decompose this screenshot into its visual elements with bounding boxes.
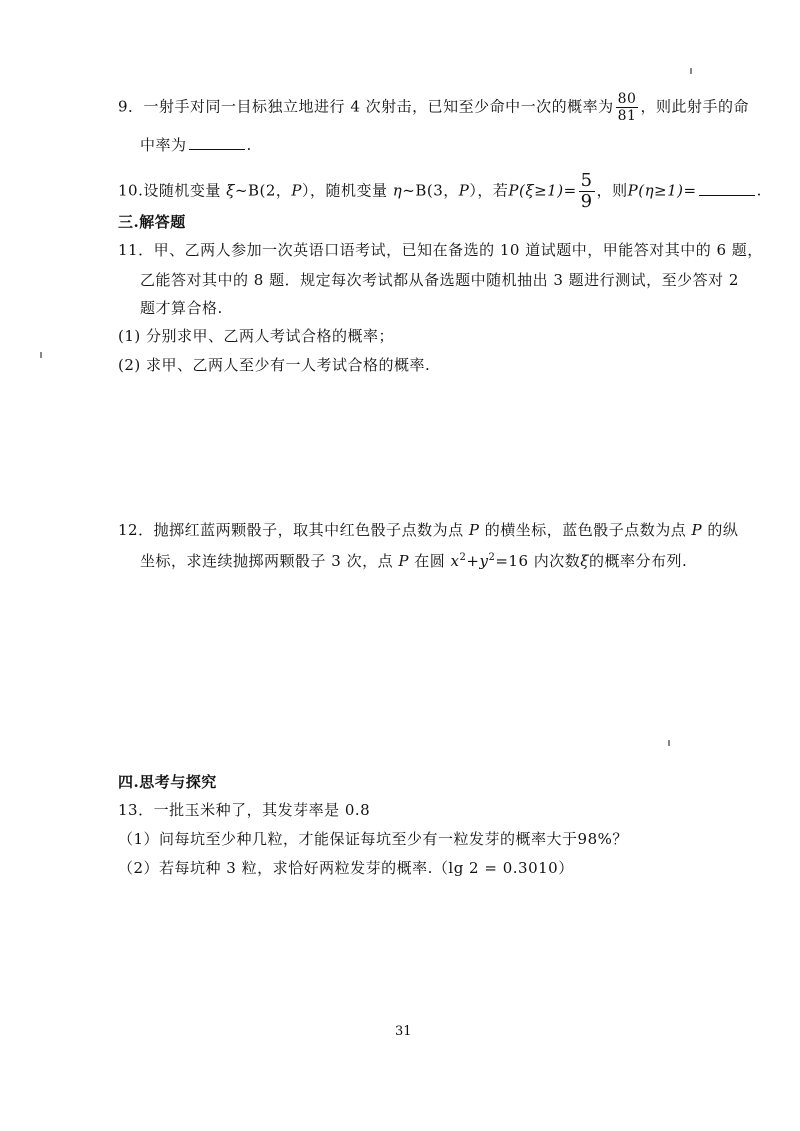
probability-expression-2: P(η≥1)= [627,181,697,200]
question-13-line-1: 13．一批玉米种了，其发芽率是 0.8 [118,801,371,819]
period: . [756,181,762,200]
fraction-80-81 [616,92,639,123]
fraction-5-9 [579,172,595,211]
x-variable: x [450,552,460,570]
question-9-line-2 [140,135,252,155]
question-12-text-end-2: 的概率分布列. [589,552,688,570]
fraction-numerator: 80 [617,91,637,107]
equation-rest: =16 内次数 [495,552,581,570]
question-12-text-end: 的纵 [707,521,739,539]
question-12-text-2: 坐标，求连续抛掷两颗骰子 3 次，点 [140,552,394,570]
answer-blank [189,135,245,150]
p-symbol: P [468,521,480,539]
page-number: 31 [395,1024,412,1039]
p-symbol: P [398,552,409,570]
plus-sign: + [466,552,480,570]
probability-expression-1: P(ξ≥1)= [508,181,577,200]
question-9-line-1 [118,92,749,123]
fraction-denominator: 81 [617,108,637,124]
question-10-text-4: ，则 [596,181,628,200]
question-12-text: 12．抛掷红蓝两颗骰子，取其中红色骰子点数为点 [118,521,464,539]
question-12-text-mid: 的横坐标，蓝色骰子点数为点 [484,521,687,539]
exponent: 2 [459,552,467,563]
scan-speck [40,352,42,358]
section-3-heading: 三.解答题 [118,213,186,231]
scan-speck [668,740,670,746]
p-symbol: P [291,181,302,200]
answer-blank [699,181,755,196]
fraction-denominator: 9 [580,191,593,212]
question-11-line-1: 11．甲、乙两人参加一次英语口语考试，已知在备选的 10 道试题中，甲能答对其中的 6 题， [118,241,763,259]
y-variable: y [479,552,489,570]
question-13-part-2: （2）若每坑种 3 粒，求恰好两粒发芽的概率.（lg 2 = 0.3010） [118,859,574,877]
scan-speck [690,68,692,74]
binomial-1: ~B(2， [234,181,292,200]
p-symbol: P [691,521,703,539]
question-12-line-2 [140,548,687,571]
eta-symbol: η [392,181,403,200]
question-11-part-2: (2) 求甲、乙两人至少有一人考试合格的概率. [118,356,431,374]
question-13-part-1: （1）问每坑至少种几粒，才能保证每坑至少有一粒发芽的概率大于98%？ [118,830,628,848]
exponent: 2 [488,552,496,563]
question-9-text-end: ，则此射手的命 [640,97,749,116]
question-10-text: 10.设随机变量 [118,181,221,200]
period: . [246,136,252,154]
binomial-2: ~B(3， [402,181,459,200]
question-10-line [118,172,762,211]
question-11-line-2: 乙能答对其中的 8 题．规定每次考试都从备选题中随机抽出 3 题进行测试，至少答对 2 [140,271,739,289]
section-4-heading: 四.思考与探究 [118,773,217,791]
question-12-line-1 [118,520,738,540]
question-9-text: 9．一射手对同一目标独立地进行 4 次射击，已知至少命中一次的概率为 [118,97,614,116]
question-12-text-circle: 在圆 [414,552,446,570]
fraction-numerator: 5 [580,170,593,191]
xi-symbol: ξ [580,552,590,570]
question-11-part-1: (1) 分别求甲、乙两人考试合格的概率； [118,327,395,345]
question-10-text-2: ），随机变量 [302,181,388,200]
question-10-text-3: ），若 [469,181,509,200]
p-symbol: P [458,181,470,200]
question-9-answer-prompt: 中率为 [140,136,187,154]
xi-symbol: ξ [226,181,235,200]
question-11-line-3: 题才算合格. [140,299,223,317]
